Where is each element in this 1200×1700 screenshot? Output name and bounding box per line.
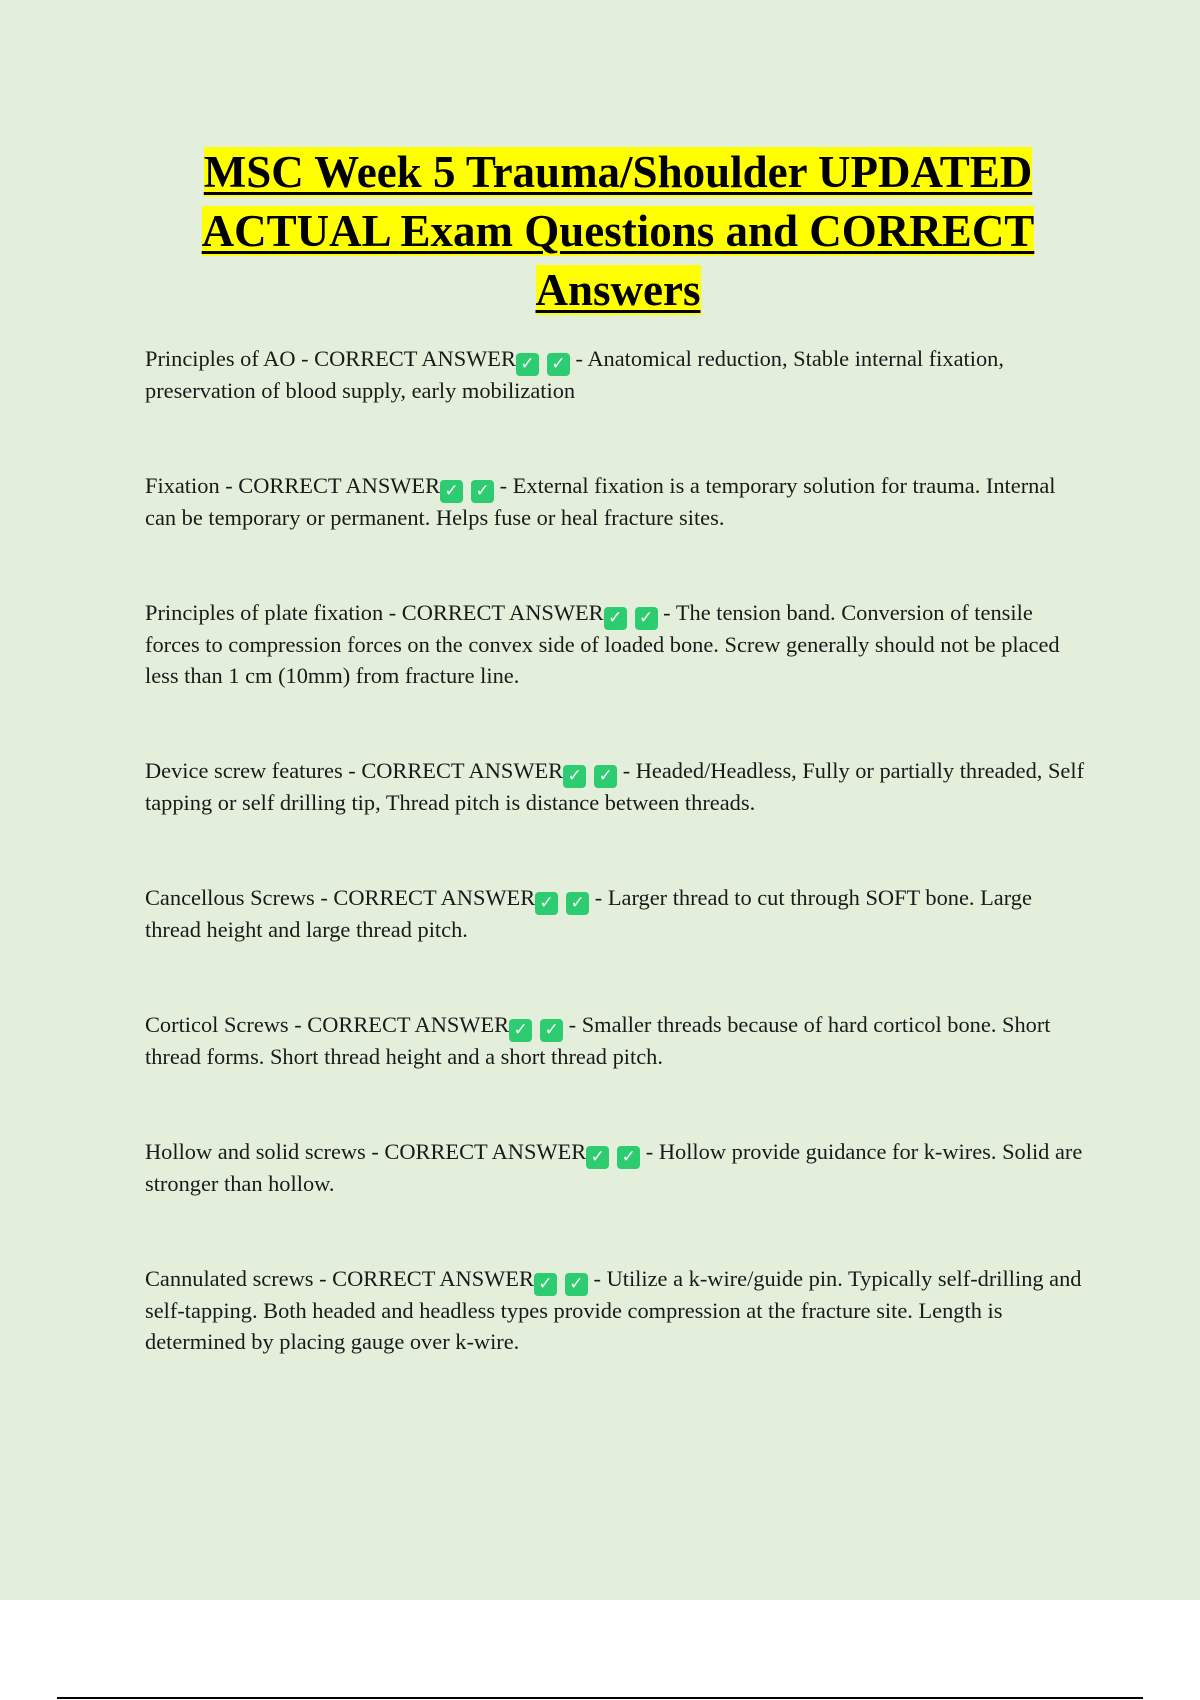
check-icon: ✓ [547, 353, 570, 376]
check-icon: ✓ [535, 892, 558, 915]
qa-answer: - External fixation is a temporary solution for trauma. Internal can be temporary or permanent. Helps fuse or heal fracture sites. [145, 473, 1056, 530]
qa-item [145, 598, 1090, 691]
footer-rule [57, 1697, 1143, 1699]
qa-answer: - The tension band. Conversion of tensile forces to compression forces on the convex side of loaded bone. Screw generally should not be placed less than 1 cm (10mm) from fracture line. [145, 600, 1060, 688]
check-icon: ✓ [534, 1273, 557, 1296]
qa-question: Cancellous Screws - CORRECT ANSWER [145, 885, 536, 910]
qa-answer: - Smaller threads because of hard corticol bone. Short thread forms. Short thread height and a short thread pitch. [145, 1012, 1051, 1069]
qa-item [145, 756, 1090, 819]
check-icon: ✓ [635, 607, 658, 630]
qa-answer: - Headed/Headless, Fully or partially threaded, Self tapping or self drilling tip, Thread pitch is distance between threads. [145, 758, 1085, 815]
qa-answer: - Anatomical reduction, Stable internal fixation, preservation of blood supply, early mobilization [145, 346, 1004, 403]
check-icon: ✓ [604, 607, 627, 630]
check-icon: ✓ [540, 1019, 563, 1042]
qa-item [145, 471, 1090, 534]
qa-answer: - Hollow provide guidance for k-wires. Solid are stronger than hollow. [145, 1139, 1083, 1196]
qa-question: Cannulated screws - CORRECT ANSWER [145, 1266, 534, 1291]
qa-item [145, 883, 1090, 946]
document-title [140, 143, 1096, 320]
qa-question: Fixation - CORRECT ANSWER [145, 473, 441, 498]
check-icon: ✓ [563, 765, 586, 788]
check-icon: ✓ [565, 1273, 588, 1296]
check-icon: ✓ [594, 765, 617, 788]
qa-question: Corticol Screws - CORRECT ANSWER [145, 1012, 510, 1037]
qa-question: Principles of AO - CORRECT ANSWER [145, 346, 516, 371]
check-icon: ✓ [566, 892, 589, 915]
document-title-text: MSC Week 5 Trauma/Shoulder UPDATED ACTUAL Exam Questions and CORRECT Answers [201, 147, 1035, 315]
qa-question: Principles of plate fixation - CORRECT ANSWER [145, 600, 604, 625]
check-icon: ✓ [586, 1146, 609, 1169]
qa-answer: - Utilize a k-wire/guide pin. Typically self-drilling and self-tapping. Both headed and headless types provide compression at the fracture site. Length is determined by placing gauge over k-wire. [145, 1266, 1082, 1354]
qa-item [145, 344, 1090, 407]
qa-item [145, 1010, 1090, 1073]
qa-item [145, 1137, 1090, 1200]
qa-question: Device screw features - CORRECT ANSWER [145, 758, 564, 783]
qa-answer: - Larger thread to cut through SOFT bone. Large thread height and large thread pitch. [145, 885, 1032, 942]
qa-question: Hollow and solid screws - CORRECT ANSWER [145, 1139, 587, 1164]
check-icon: ✓ [440, 480, 463, 503]
check-icon: ✓ [516, 353, 539, 376]
check-icon: ✓ [471, 480, 494, 503]
check-icon: ✓ [509, 1019, 532, 1042]
check-icon: ✓ [617, 1146, 640, 1169]
qa-item [145, 1264, 1090, 1357]
